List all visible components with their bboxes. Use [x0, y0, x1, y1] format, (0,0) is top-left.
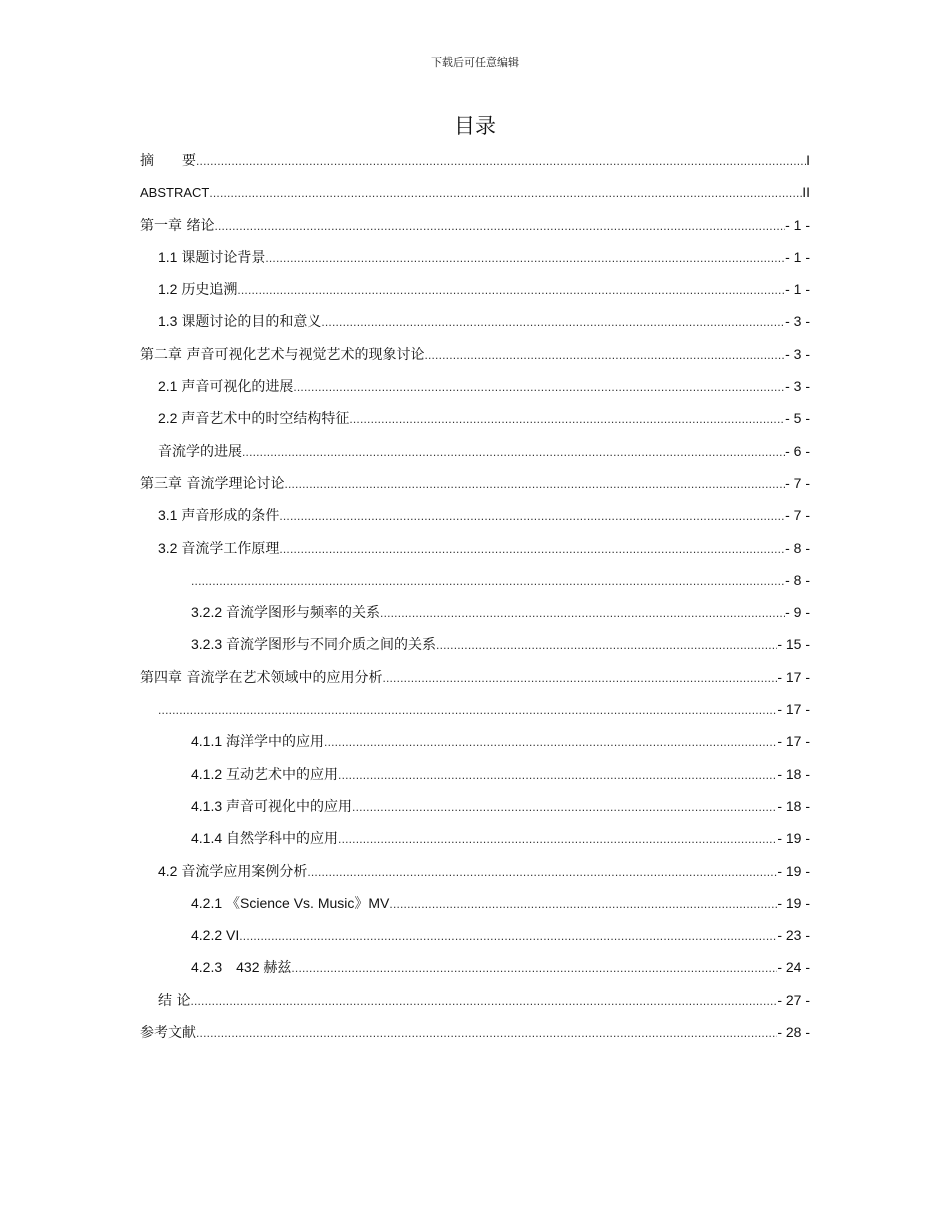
toc-entry[interactable]	[140, 919, 810, 951]
toc-leader-dots	[424, 339, 785, 371]
toc-entry-label: 第四章 音流学在艺术领域中的应用分析	[140, 669, 383, 686]
toc-entry-page: - 3 -	[785, 345, 810, 362]
toc-leader-dots	[338, 759, 777, 791]
toc-entry[interactable]	[140, 467, 810, 499]
toc-entry-label: 3.2 音流学工作原理	[158, 539, 280, 556]
toc-leader-dots	[324, 726, 777, 758]
toc-entry-label: ABSTRACT	[140, 185, 210, 201]
toc-entry[interactable]	[140, 402, 810, 434]
toc-leader-dots	[214, 210, 785, 242]
toc-entry-label: 参考文献	[140, 1025, 196, 1042]
header-note: 下载后可任意编辑	[431, 56, 519, 69]
toc-entry[interactable]	[140, 564, 810, 596]
toc-entry-label: 4.1.4 自然学科中的应用	[191, 830, 339, 847]
toc-entry[interactable]	[140, 435, 810, 467]
toc-entry-page: - 19 -	[777, 894, 810, 911]
toc-entry-label: 3.2.3 音流学图形与不同介质之间的关系	[191, 636, 437, 653]
toc-entry[interactable]	[140, 1016, 810, 1048]
toc-entry-label: 第二章 声音可视化艺术与视觉艺术的现象讨论	[140, 346, 425, 363]
toc-entry[interactable]	[140, 338, 810, 370]
toc-entry-page: - 27 -	[777, 991, 810, 1008]
toc-leader-dots	[382, 662, 777, 694]
toc-entry[interactable]	[140, 273, 810, 305]
toc-entry-page: - 6 -	[785, 442, 810, 459]
toc-entry-page: - 1 -	[785, 248, 810, 265]
toc-entry-label: 2.2 声音艺术中的时空结构特征	[158, 410, 350, 427]
toc-entry-label: 4.1.2 互动艺术中的应用	[191, 765, 339, 782]
toc-entry[interactable]	[140, 305, 810, 337]
toc-entry-label: 1.3 课题讨论的目的和意义	[158, 313, 322, 330]
toc-entry[interactable]	[140, 887, 810, 919]
toc-entry[interactable]	[140, 370, 810, 402]
toc-leader-dots	[191, 565, 785, 597]
toc-entry-page: - 9 -	[785, 604, 810, 621]
toc-entry[interactable]	[140, 725, 810, 757]
toc-entry[interactable]	[140, 532, 810, 564]
toc-leader-dots	[158, 694, 777, 726]
toc-leader-dots	[321, 306, 785, 338]
toc-entry-label: 3.2.2 音流学图形与频率的关系	[191, 604, 381, 621]
toc-entry-page: - 7 -	[785, 474, 810, 491]
toc-title: 目录	[454, 114, 496, 138]
toc-entry-page: - 24 -	[777, 959, 810, 976]
toc-entry-page: - 23 -	[777, 927, 810, 944]
toc-entry-page: - 19 -	[777, 862, 810, 879]
toc-leader-dots	[380, 597, 785, 629]
toc-entry-page: - 17 -	[777, 733, 810, 750]
toc-leader-dots	[239, 920, 777, 952]
toc-leader-dots	[196, 145, 806, 177]
toc-leader-dots	[307, 856, 777, 888]
toc-entry-page: - 15 -	[777, 636, 810, 653]
toc-entry[interactable]	[140, 176, 810, 208]
toc-entry[interactable]	[140, 661, 810, 693]
toc-entry-label: 结 论	[158, 992, 191, 1009]
toc-entry-label: 4.2.1 《Science Vs. Music》MV	[191, 894, 390, 911]
toc-entry[interactable]	[140, 628, 810, 660]
toc-entry-page: - 7 -	[785, 507, 810, 524]
toc-leader-dots	[279, 500, 785, 532]
toc-leader-dots	[284, 468, 785, 500]
toc-entry-label: 4.2.3 432 赫兹	[191, 959, 292, 976]
toc-entry[interactable]	[140, 241, 810, 273]
toc-leader-dots	[436, 629, 777, 661]
toc-entry-page: - 19 -	[777, 830, 810, 847]
toc-entry-page: - 28 -	[777, 1024, 810, 1041]
toc-entry-label: 音流学的进展	[158, 443, 242, 460]
toc-entry-page: - 17 -	[777, 668, 810, 685]
toc-entry-page: - 8 -	[785, 539, 810, 556]
toc-leader-dots	[242, 436, 785, 468]
toc-entry-page: - 8 -	[785, 571, 810, 588]
toc-entry[interactable]	[140, 790, 810, 822]
toc-entry-page: - 3 -	[785, 313, 810, 330]
toc-entry-label: 第一章 绪论	[140, 217, 215, 234]
toc-entry-page: II	[802, 184, 810, 201]
toc-entry[interactable]	[140, 596, 810, 628]
toc-leader-dots	[237, 274, 785, 306]
toc-entry[interactable]	[140, 758, 810, 790]
toc-leader-dots	[196, 1017, 777, 1049]
toc-entry-label: 4.2 音流学应用案例分析	[158, 862, 308, 879]
toc-entry-label: 第三章 音流学理论讨论	[140, 475, 285, 492]
toc-leader-dots	[291, 952, 777, 984]
toc-entry-page: - 1 -	[785, 216, 810, 233]
toc-entry-page: - 3 -	[785, 378, 810, 395]
toc-entry[interactable]	[140, 855, 810, 887]
toc-leader-dots	[209, 177, 802, 209]
toc-entry[interactable]	[140, 144, 810, 176]
toc-entry-page: - 5 -	[785, 410, 810, 427]
toc-leader-dots	[389, 888, 777, 920]
toc-entry-page: - 17 -	[777, 701, 810, 718]
toc-entry-label: 4.1.3 声音可视化中的应用	[191, 797, 353, 814]
toc-entry-label: 1.1 课题讨论背景	[158, 248, 266, 265]
toc-entry-page: - 18 -	[777, 765, 810, 782]
toc-entry[interactable]	[140, 209, 810, 241]
toc-leader-dots	[293, 371, 785, 403]
toc-entry[interactable]	[140, 499, 810, 531]
toc-entry-label: 4.2.2 VI	[191, 927, 240, 944]
toc-entry[interactable]	[140, 984, 810, 1016]
toc-entry-page: I	[806, 152, 810, 168]
toc-leader-dots	[349, 403, 785, 435]
toc-entry[interactable]	[140, 693, 810, 725]
toc-entry-label: 摘 要	[140, 153, 196, 169]
toc-entry-label: 1.2 历史追溯	[158, 281, 238, 298]
toc-entry-page: - 18 -	[777, 797, 810, 814]
toc-leader-dots	[338, 823, 777, 855]
toc-leader-dots	[279, 533, 785, 565]
toc-entry-label: 3.1 声音形成的条件	[158, 507, 280, 524]
toc-leader-dots	[352, 791, 777, 823]
toc-leader-dots	[190, 985, 777, 1017]
toc-entry-page: - 1 -	[785, 281, 810, 298]
toc-entry-label: 4.1.1 海洋学中的应用	[191, 733, 325, 750]
toc-entry[interactable]	[140, 822, 810, 854]
toc-entry-label: 2.1 声音可视化的进展	[158, 378, 294, 395]
table-of-contents	[140, 144, 810, 1048]
toc-leader-dots	[265, 242, 785, 274]
toc-entry[interactable]	[140, 951, 810, 983]
